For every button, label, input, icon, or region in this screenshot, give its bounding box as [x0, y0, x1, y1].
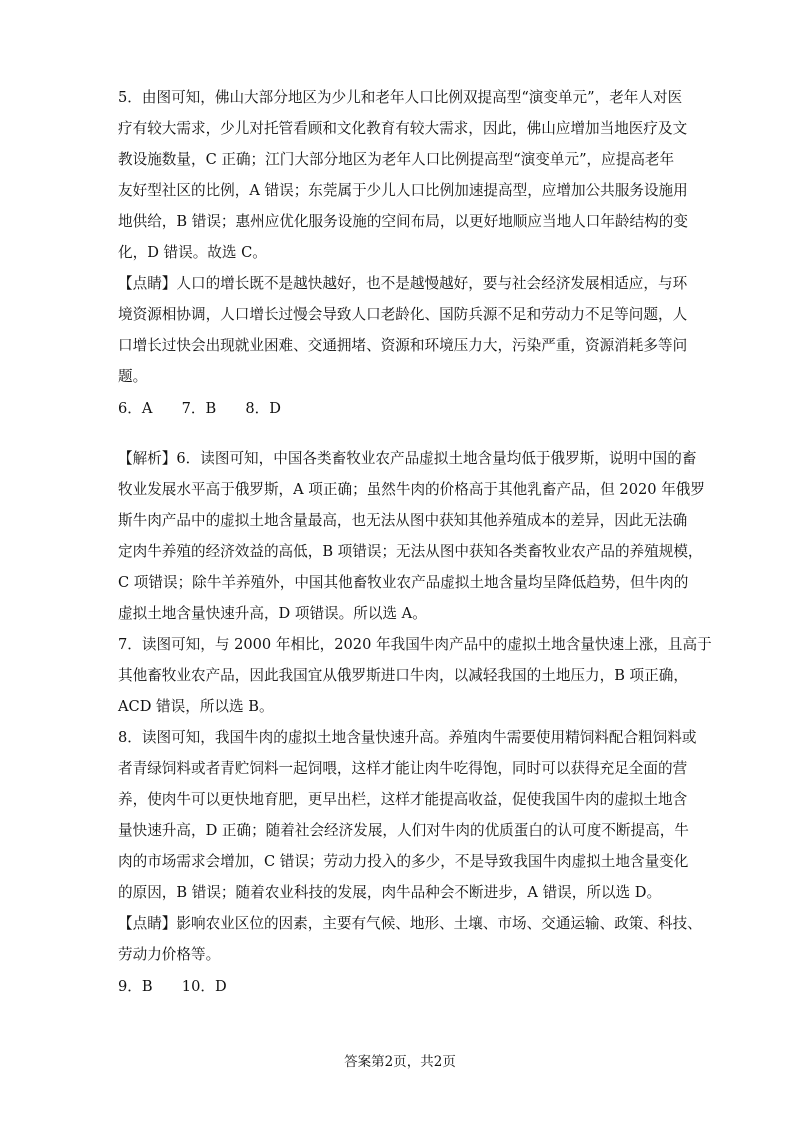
text-line: 的原因，B 错误；随着农业科技的发展，肉牛品种会不断进步，A 错误，所以选 D。: [118, 884, 662, 901]
text-line: 定肉牛养殖的经济效益的高低，B 项错误；无法从图中获知各类畜牧业农产品的养殖规模，: [118, 543, 703, 560]
text-line: 化，D 错误。故选 C。: [118, 244, 267, 261]
text-line: ACD 错误，所以选 B。: [118, 698, 274, 715]
text-line: 虚拟土地含量快速升高，D 项错误。所以选 A。: [118, 605, 427, 622]
text-line: 养，使肉牛可以更快地育肥，更早出栏，这样才能提高收益，促使我国牛肉的虚拟土地含: [118, 791, 688, 808]
text-line: 地供给，B 错误；惠州应优化服务设施的空间布局，以更好地顺应当地人口年龄结构的变: [118, 213, 688, 230]
text-line: 其他畜牧业农产品，因此我国宜从俄罗斯进口牛肉，以减轻我国的土地压力，B 项正确，: [118, 667, 688, 684]
text-line: 【点睛】人口的增长既不是越快越好，也不是越慢越好，要与社会经济发展相适应，与环: [118, 275, 688, 292]
text-line: 题。: [118, 368, 148, 385]
text-line: 8．读图可知，我国牛肉的虚拟土地含量快速升高。养殖肉牛需要使用精饲料配合粗饲料或: [118, 729, 697, 746]
text-line: 7．读图可知，与 2000 年相比，2020 年我国牛肉产品中的虚拟土地含量快速上涨，且高于: [118, 636, 712, 653]
comment-paragraph: [118, 274, 688, 387]
text-line: 5．由图可知，佛山大部分地区为少儿和老年人口比例双提高型“演变单元”，老年人对医: [118, 89, 683, 106]
text-line: 【解析】6．读图可知，中国各类畜牧业农产品虚拟土地含量均低于俄罗斯，说明中国的畜: [118, 450, 697, 467]
text-line: 肉的市场需求会增加，C 错误；劳动力投入的多少，不是导致我国牛肉虚拟土地含量变化: [118, 853, 689, 870]
comment-paragraph: [118, 914, 702, 965]
text-line: C 项错误；除牛羊养殖外，中国其他畜牧业农产品虚拟土地含量均呈降低趋势，但牛肉的: [118, 574, 689, 591]
text-line: 6．A 7．B 8．D: [118, 400, 281, 417]
text-line: 劳动力价格等。: [118, 946, 221, 963]
analysis-8-paragraph: [118, 728, 697, 903]
analysis-7-paragraph: [118, 635, 712, 717]
text-line: 9．B 10．D: [118, 978, 227, 995]
text-line: 者青绿饲料或者青贮饲料一起饲喂，这样才能让肉牛吃得饱，同时可以获得充足全面的营: [118, 760, 688, 777]
text-line: 教设施数量，C 正确；江门大部分地区为老年人口比例提高型“演变单元”，应提高老年: [118, 151, 675, 168]
analysis-6-paragraph: [118, 449, 705, 624]
text-line: 量快速升高，D 正确；随着社会经济发展，人们对牛肉的优质蛋白的认可度不断提高，牛: [118, 822, 689, 839]
text-line: 境资源相协调，人口增长过慢会导致人口老龄化、国防兵源不足和劳动力不足等问题，人: [118, 306, 688, 323]
answer-key-6-8: [118, 399, 688, 419]
answer-content: [118, 88, 712, 997]
text-line: 牧业发展水平高于俄罗斯，A 项正确；虽然牛肉的价格高于其他乳畜产品，但 2020 年俄罗: [118, 481, 705, 498]
text-line: 斯牛肉产品中的虚拟土地含量最高，也无法从图中获知其他养殖成本的差异，因此无法确: [118, 512, 688, 529]
answer-key-9-10: [118, 977, 688, 997]
text-line: 【点睛】影响农业区位的因素，主要有气候、地形、土壤、市场、交通运输、政策、科技、: [118, 915, 702, 932]
answer-5-paragraph: [118, 88, 688, 263]
text-line: 口增长过快会出现就业困难、交通拥堵、资源和环境压力大，污染严重，资源消耗多等问: [118, 337, 688, 354]
text-line: 友好型社区的比例，A 错误；东莞属于少儿人口比例加速提高型，应增加公共服务设施用: [118, 182, 688, 199]
page-footer: 答案第2页，共2页: [344, 1054, 456, 1070]
text-line: 疗有较大需求，少儿对托管看顾和文化教育有较大需求，因此，佛山应增加当地医疗及文: [118, 120, 688, 137]
